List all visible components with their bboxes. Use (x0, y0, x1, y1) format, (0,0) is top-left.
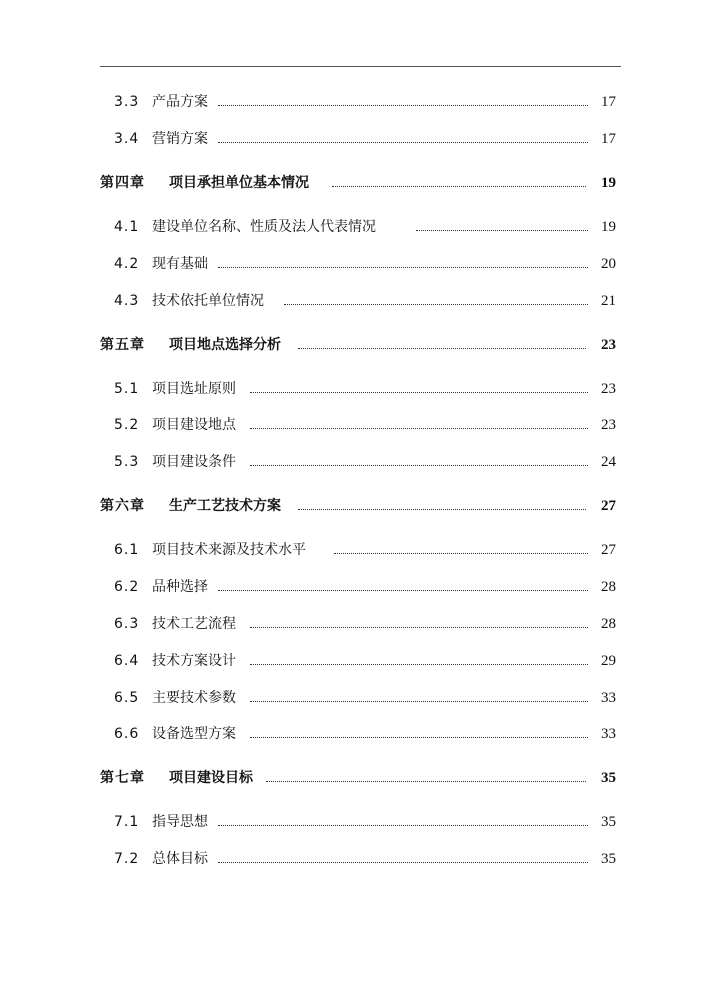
toc-chapter-number: 第四章 (100, 175, 145, 191)
toc-dot-leader (218, 142, 588, 143)
toc-entry-title: 指导思想 (152, 814, 208, 830)
toc-entry[interactable] (0, 414, 703, 436)
toc-chapter-title: 项目建设目标 (169, 770, 253, 786)
toc-chapter-page: 27 (601, 498, 616, 514)
toc-entry[interactable] (0, 216, 703, 238)
toc-entry-page: 27 (601, 542, 616, 558)
toc-entry-number: 5.1 (114, 381, 140, 397)
toc-chapter-page: 35 (601, 770, 616, 786)
toc-entry-number: 4.3 (114, 293, 140, 309)
toc-entry[interactable] (0, 128, 703, 150)
toc-entry-page: 33 (601, 726, 616, 742)
toc-entry-title: 主要技术参数 (152, 690, 236, 706)
toc-entry-title: 项目选址原则 (152, 381, 236, 397)
toc-entry-page: 28 (601, 616, 616, 632)
toc-chapter-page: 23 (601, 337, 616, 353)
toc-dot-leader (332, 186, 586, 187)
toc-dot-leader (250, 627, 588, 628)
toc-chapter-title: 项目承担单位基本情况 (169, 175, 309, 191)
toc-entry-number: 6.5 (114, 690, 140, 706)
toc-entry-page: 21 (601, 293, 616, 309)
toc-entry-page: 17 (601, 94, 616, 110)
toc-entry[interactable] (0, 848, 703, 870)
toc-entry[interactable] (0, 253, 703, 275)
toc-chapter-title: 生产工艺技术方案 (169, 498, 281, 514)
toc-chapter-number: 第五章 (100, 337, 145, 353)
toc-dot-leader (218, 267, 588, 268)
toc-entry-page: 28 (601, 579, 616, 595)
toc-entry-number: 6.3 (114, 616, 140, 632)
toc-entry[interactable] (0, 539, 703, 561)
toc-entry-title: 设备选型方案 (152, 726, 236, 742)
toc-dot-leader (250, 701, 588, 702)
toc-chapter-entry[interactable] (0, 334, 703, 356)
toc-entry-number: 3.4 (114, 131, 140, 147)
toc-entry-page: 33 (601, 690, 616, 706)
toc-dot-leader (218, 825, 588, 826)
toc-entry-title: 品种选择 (152, 579, 208, 595)
toc-dot-leader (250, 465, 588, 466)
toc-entry[interactable] (0, 576, 703, 598)
toc-chapter-number: 第七章 (100, 770, 145, 786)
toc-chapter-title: 项目地点选择分析 (169, 337, 281, 353)
toc-dot-leader (266, 781, 586, 782)
toc-dot-leader (250, 737, 588, 738)
toc-entry-page: 24 (601, 454, 616, 470)
toc-dot-leader (284, 304, 588, 305)
toc-entry[interactable] (0, 613, 703, 635)
toc-entry-number: 6.2 (114, 579, 140, 595)
toc-entry-title: 技术工艺流程 (152, 616, 236, 632)
toc-entry-page: 19 (601, 219, 616, 235)
toc-dot-leader (250, 664, 588, 665)
toc-entry[interactable] (0, 650, 703, 672)
toc-entry-title: 技术方案设计 (152, 653, 236, 669)
toc-entry-number: 4.2 (114, 256, 140, 272)
toc-entry-title: 建设单位名称、性质及法人代表情况 (152, 219, 376, 235)
toc-entry-title: 现有基础 (152, 256, 208, 272)
toc-dot-leader (218, 862, 588, 863)
toc-entry-page: 23 (601, 381, 616, 397)
toc-entry-title: 总体目标 (152, 851, 208, 867)
toc-entry-page: 29 (601, 653, 616, 669)
toc-entry-number: 7.1 (114, 814, 140, 830)
toc-entry-title: 项目建设条件 (152, 454, 236, 470)
toc-entry[interactable] (0, 290, 703, 312)
toc-entry-page: 23 (601, 417, 616, 433)
toc-entry-page: 35 (601, 814, 616, 830)
toc-dot-leader (298, 509, 586, 510)
toc-entry[interactable] (0, 687, 703, 709)
toc-entry-number: 5.3 (114, 454, 140, 470)
toc-entry-page: 17 (601, 131, 616, 147)
toc-dot-leader (250, 392, 588, 393)
toc-entry-number: 6.6 (114, 726, 140, 742)
toc-entry[interactable] (0, 91, 703, 113)
header-rule (100, 66, 621, 67)
toc-entry-number: 3.3 (114, 94, 140, 110)
toc-entry-number: 6.1 (114, 542, 140, 558)
toc-entry-title: 项目建设地点 (152, 417, 236, 433)
toc-entry-page: 35 (601, 851, 616, 867)
toc-chapter-entry[interactable] (0, 767, 703, 789)
toc-chapter-entry[interactable] (0, 495, 703, 517)
toc-dot-leader (334, 553, 588, 554)
toc-entry-title: 营销方案 (152, 131, 208, 147)
toc-dot-leader (218, 590, 588, 591)
toc-dot-leader (250, 428, 588, 429)
toc-entry-page: 20 (601, 256, 616, 272)
toc-entry-title: 技术依托单位情况 (152, 293, 264, 309)
toc-entry-number: 6.4 (114, 653, 140, 669)
toc-entry[interactable] (0, 378, 703, 400)
toc-chapter-number: 第六章 (100, 498, 145, 514)
toc-dot-leader (298, 348, 586, 349)
toc-dot-leader (416, 230, 588, 231)
toc-chapter-entry[interactable] (0, 172, 703, 194)
toc-entry[interactable] (0, 451, 703, 473)
toc-entry[interactable] (0, 723, 703, 745)
toc-entry-title: 项目技术来源及技术水平 (152, 542, 306, 558)
toc-entry-number: 7.2 (114, 851, 140, 867)
toc-entry-title: 产品方案 (152, 94, 208, 110)
toc-entry-number: 5.2 (114, 417, 140, 433)
toc-dot-leader (218, 105, 588, 106)
toc-chapter-page: 19 (601, 175, 616, 191)
toc-entry-number: 4.1 (114, 219, 140, 235)
toc-entry[interactable] (0, 811, 703, 833)
